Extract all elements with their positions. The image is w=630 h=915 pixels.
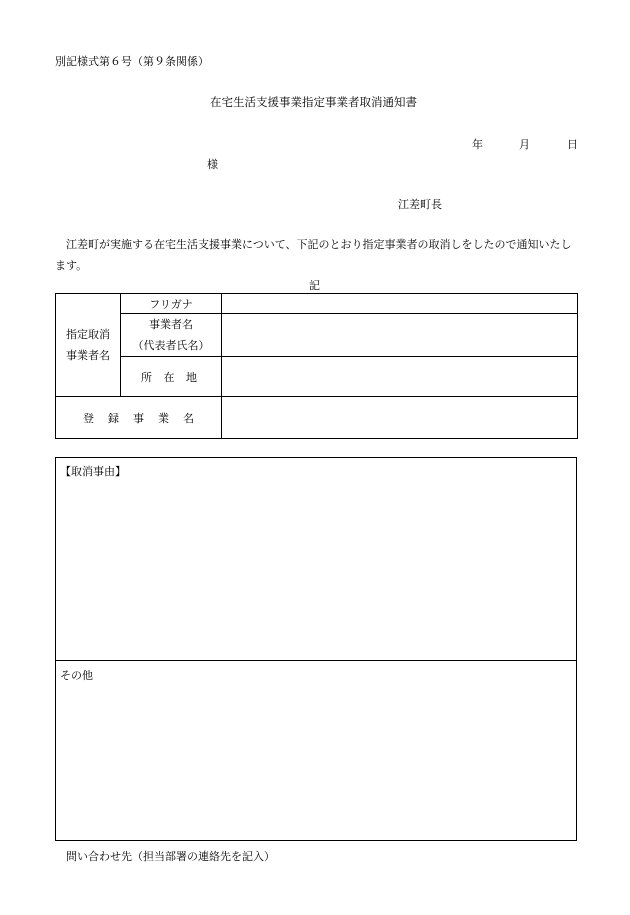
furigana-label: フリガナ: [121, 294, 222, 314]
business-name-label: [121, 314, 222, 357]
business-name-field[interactable]: [222, 314, 578, 357]
business-name-label-line2: （代表者氏名）: [132, 339, 210, 352]
furigana-field[interactable]: [222, 294, 578, 314]
registered-business-label: [56, 397, 222, 439]
document-title: 在宅生活支援事業指定事業者取消通知書: [210, 95, 417, 109]
date-month-label: 月: [519, 138, 530, 151]
address-label: [121, 357, 222, 397]
address-field[interactable]: [222, 357, 578, 397]
other-label: その他: [60, 669, 93, 682]
form-number: 別記様式第６号（第９条関係）: [55, 55, 209, 68]
body-text: 江差町が実施する在宅生活支援事業について、下記のとおり指定事業者の取消しをしたので通知いたします。: [55, 238, 572, 272]
reason-box: [55, 457, 577, 841]
group-label-line1: 指定取消: [66, 328, 110, 341]
cancellation-reason-label: 【取消事由】: [60, 465, 126, 478]
business-name-label-line1: 事業者名: [149, 318, 193, 331]
date-year-label: 年: [472, 138, 483, 151]
date-day-label: 日: [567, 138, 578, 151]
group-label-line2: 事業者名: [66, 349, 110, 362]
ki-heading: 記: [309, 279, 320, 292]
contact-note: 問い合わせ先（担当部署の連絡先を記入）: [66, 850, 275, 863]
sender-name: 江差町長: [398, 198, 442, 211]
section-divider: [56, 660, 576, 661]
designation-cancel-group-label: [56, 294, 121, 397]
business-info-table: [55, 293, 578, 439]
registered-business-label-text: 登録事業名: [83, 411, 208, 425]
addressee-suffix: 様: [207, 158, 218, 171]
address-label-text: 所 在 地: [141, 370, 201, 384]
registered-business-field[interactable]: [222, 397, 578, 439]
